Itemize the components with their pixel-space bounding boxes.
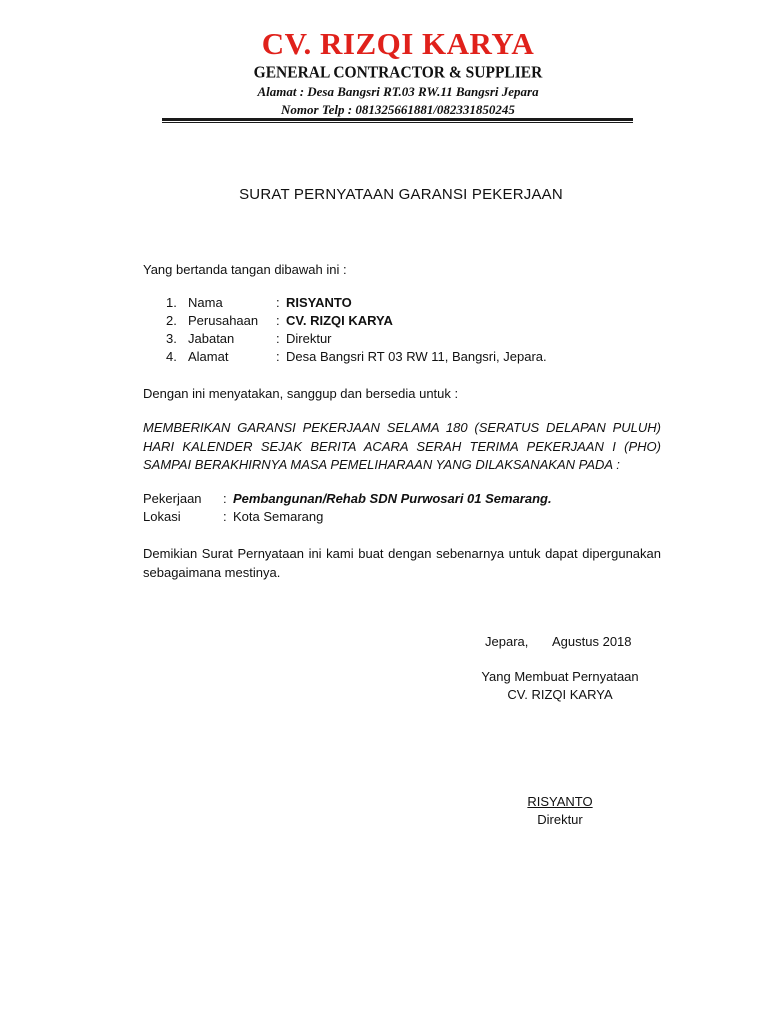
work-colon: : — [223, 491, 227, 506]
identity-item-colon: : — [276, 295, 280, 310]
company-name: CV. RIZQI KARYA — [261, 26, 535, 61]
identity-item-colon: : — [276, 349, 280, 364]
identity-item-colon: : — [276, 331, 280, 346]
document-title: SURAT PERNYATAAN GARANSI PEKERJAAN — [239, 186, 563, 203]
header-divider — [162, 118, 633, 123]
company-address: Alamat : Desa Bangsri RT.03 RW.11 Bangsri Jepara — [257, 84, 539, 99]
identity-item-value: Direktur — [286, 331, 332, 346]
company-phone: Nomor Telp : 081325661881/082331850245 — [281, 102, 515, 117]
intro-text: Yang bertanda tangan dibawah ini : — [143, 262, 347, 277]
closing-paragraph: Demikian Surat Pernyataan ini kami buat dengan sebenarnya untuk dapat dipergunakan sebagaimana mestinya. — [143, 546, 661, 580]
signature-date: Agustus 2018 — [552, 634, 632, 649]
work-label: Pekerjaan — [143, 491, 202, 506]
identity-item-number: 4. — [166, 349, 177, 364]
identity-item-value: CV. RIZQI KARYA — [286, 313, 393, 328]
identity-item-number: 3. — [166, 331, 177, 346]
location-label: Lokasi — [143, 509, 181, 524]
company-tagline: GENERAL CONTRACTOR & SUPPLIER — [253, 62, 543, 82]
statement-text: Dengan ini menyatakan, sanggup dan bersedia untuk : — [143, 386, 459, 401]
identity-item-label: Perusahaan — [188, 313, 259, 328]
identity-item-number: 2. — [166, 313, 177, 328]
signature-company: CV. RIZQI KARYA — [507, 687, 613, 702]
identity-item-label: Alamat — [188, 349, 229, 364]
identity-item-colon: : — [276, 313, 280, 328]
location-colon: : — [223, 509, 227, 524]
location-value: Kota Semarang — [233, 509, 324, 524]
signature-place: Jepara, — [485, 634, 529, 649]
identity-item-label: Jabatan — [188, 331, 235, 346]
guarantee-paragraph: MEMBERIKAN GARANSI PEKERJAAN SELAMA 180 (SERATUS DELAPAN PULUH) HARI KALENDER SEJAK BERITA ACARA SERAH TERIMA PEKERJAAN I (PHO) SAMPAI BERAKHIRNYA MASA PEMELIHARAAN YANG DILAKSANAKAN PADA : — [143, 420, 661, 472]
maker-label: Yang Membuat Pernyataan — [481, 669, 639, 684]
work-value: Pembangunan/Rehab SDN Purwosari 01 Semarang. — [233, 491, 552, 506]
identity-item-value: RISYANTO — [286, 295, 352, 310]
identity-item-number: 1. — [166, 295, 177, 310]
identity-item-label: Nama — [188, 295, 223, 310]
signer-title: Direktur — [537, 812, 583, 827]
signer-name: RISYANTO — [527, 794, 593, 809]
identity-item-value: Desa Bangsri RT 03 RW 11, Bangsri, Jepara. — [286, 349, 547, 364]
